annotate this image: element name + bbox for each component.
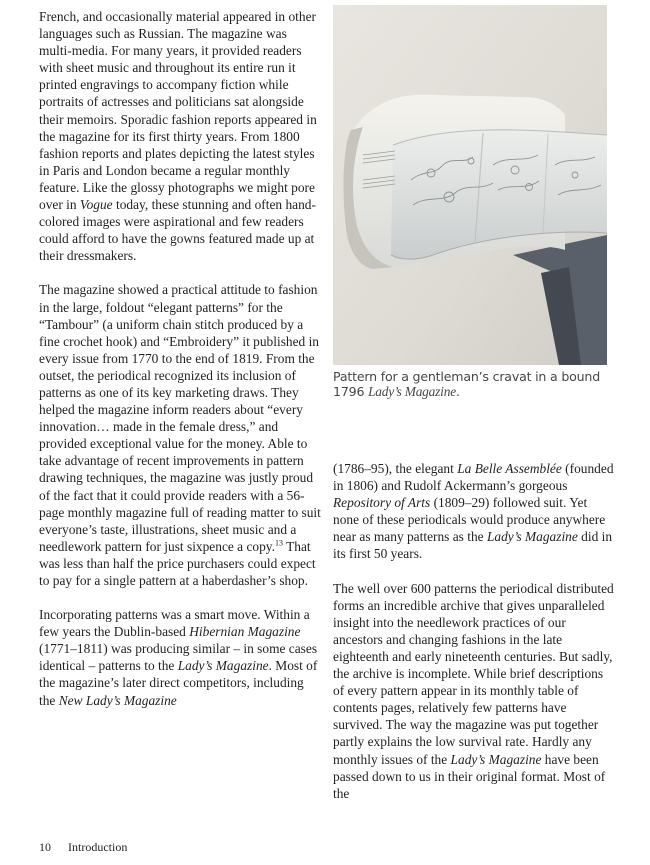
text-run: did in its first 50 years. — [333, 529, 613, 562]
italic-text: La Belle Assemblée — [457, 461, 562, 476]
text-run: . — [455, 384, 460, 400]
footnote-ref: 13 — [274, 538, 283, 548]
italic-text: Lady’s Magazine — [486, 529, 578, 545]
text-run: Pattern for a gentleman’s cravat in a bound 1796 — [333, 369, 600, 400]
text-run: Incorporating patterns was a smart move. Within a few years the Dublin-based — [39, 607, 310, 640]
text-run: That was less than half the price purchasers could expect to pay for a single pattern at a haberdasher’s shop. — [39, 538, 316, 588]
text-run: French, and occasionally material appeared in other languages such as Russian. The magazine was multi-media. For many years, it provided readers with sheet music and throughout its entire run it printed engravings to accompany fiction while portraits of actresses and politicians sat alongside their memoirs. Sporadic fashion reports appeared in the magazine for its first thirty years. From 1800 fashion reports and plates depicting the latest styles in Paris and London became a regular monthly feature. Like the glossy photographs we might pore over in — [39, 9, 317, 213]
figure-caption — [333, 369, 615, 400]
page-footer — [39, 840, 127, 855]
italic-text: New Lady’s Magazine — [58, 692, 177, 708]
italic-text: Lady’s Magazine — [177, 658, 269, 674]
italic-text: Lady’s Magazine — [450, 751, 542, 767]
text-run: (1771–1811) was producing similar – in some cases identical – patterns to the — [39, 641, 318, 674]
italic-text: Lady’s Magazine — [368, 384, 456, 400]
text-run: The well over 600 patterns the periodical distributed forms an incredible archive that gives unparalleled insight into the needlework practices of our ancestors and changing fashions in the late eighteenth and early nineteenth centuries. But sadly, the archive is incomplete. While brief descriptions of every pattern appear in its monthly table of contents pages, relatively few patterns have survived. The way the magazine was put together partly explains the low survival rate. Hardly any monthly issues of the — [333, 580, 614, 767]
text-run: . Most of the magazine’s later direct competitors, including the — [39, 658, 318, 708]
text-run: (founded in 1806) and Rudolf Ackermann’s gorgeous — [333, 461, 614, 494]
open-book-photo — [333, 5, 607, 365]
paragraph — [39, 8, 321, 264]
paragraph — [333, 460, 615, 563]
book-photo — [333, 5, 607, 365]
italic-text: Repository of Arts — [333, 495, 431, 511]
text-run: have been passed down to us in their original format. Most of the — [333, 751, 606, 801]
paragraph — [333, 580, 615, 802]
italic-text: Hibernian Magazine — [189, 624, 301, 640]
text-run: The magazine showed a practical attitude to fashion in the large, foldout “elegant patterns” for the “Tambour” (a uniform chain stitch produced by a fine crochet hook) and “Embroidery” it published in every issue from 1770 to the end of 1819. From the outset, the periodical recognized its inclusion of patterns as one of its key marketing draws. They helped the magazine inform readers about “every innovation… made in the female dress,” and provided exceptional value for the money. Able to take advantage of recent improvements in pattern drawing techniques, the magazine was justly proud of the fact that it could provide readers with a 56-page monthly magazine full of reading matter to suit everyone’s taste, illustrations, sheet music and a needlework pattern for just sixpence a copy. — [39, 282, 321, 554]
text-run: (1786–95), the elegant — [333, 461, 458, 476]
text-run: today, these stunning and often hand-colored images were aspirational and few readers could afford to have the gowns featured made up at their dressmakers. — [39, 197, 316, 264]
page-number: 10 — [39, 840, 51, 854]
right-text-column — [333, 460, 615, 819]
section-title: Introduction — [68, 840, 128, 854]
left-text-column — [39, 8, 321, 726]
italic-text: Vogue — [79, 197, 113, 213]
paragraph — [39, 606, 321, 709]
paragraph — [39, 281, 321, 589]
text-run: (1809–29) followed suit. Yet none of these periodicals would produce anywhere near as many patterns as the — [333, 495, 606, 545]
